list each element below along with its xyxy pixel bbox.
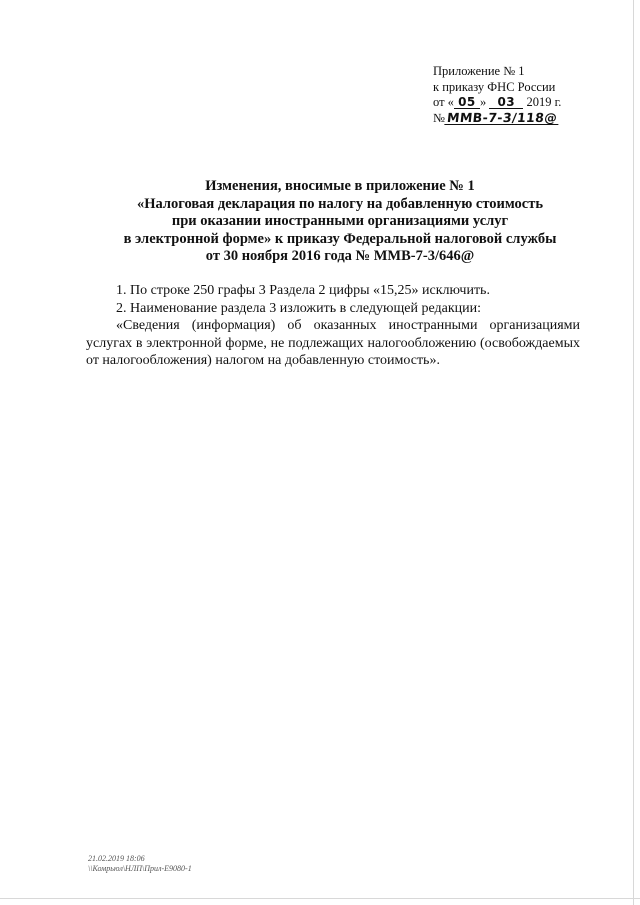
body-item-1: 1. По строке 250 графы 3 Раздела 2 цифры «15,25» исключить. bbox=[116, 283, 490, 298]
document-footer bbox=[88, 854, 192, 874]
number-prefix: № bbox=[433, 110, 445, 125]
date-month: 03 bbox=[497, 95, 516, 109]
date-day-field bbox=[454, 96, 480, 109]
date-month-field bbox=[489, 96, 523, 109]
number-value: ММВ-7-3/118@ bbox=[446, 109, 558, 125]
title-line: «Налоговая декларация по налогу на добавленную стоимость bbox=[136, 195, 544, 212]
body-item-2: 2. Наименование раздела 3 изложить в следующей редакции: bbox=[116, 300, 482, 316]
appendix-title: Приложение № 1 bbox=[433, 64, 525, 78]
date-mid: » bbox=[479, 95, 487, 109]
scan-edge-right bbox=[633, 0, 634, 905]
date-year: 2019 г. bbox=[526, 95, 562, 109]
footer-timestamp: 21.02.2019 18:06 bbox=[88, 854, 145, 863]
date-day: 05 bbox=[458, 95, 476, 109]
body-item-3: «Сведения (информация) об оказанных иностранными организациями услугах в электронной форме, не подлежащих налогообложению (освобождаемых от налогообложения) налогом на добавленную стоимость». bbox=[86, 318, 580, 368]
appendix-number bbox=[433, 111, 633, 127]
title-line: в электронной форме» к приказу Федеральной налоговой службы bbox=[123, 230, 557, 247]
footer-file-path: \\Комрьюл\НЛП\Прил-Е9080-1 bbox=[88, 864, 192, 873]
appendix-order-ref: к приказу ФНС России bbox=[433, 79, 556, 94]
scan-edge-bottom bbox=[0, 898, 640, 899]
appendix-date bbox=[433, 95, 633, 111]
document-title bbox=[90, 178, 590, 266]
title-line: Изменения, вносимые в приложение № 1 bbox=[205, 178, 475, 194]
appendix-block bbox=[433, 64, 633, 126]
document-body bbox=[86, 282, 580, 370]
title-line: от 30 ноября 2016 года № ММВ-7-3/646@ bbox=[205, 248, 475, 264]
title-line: при оказании иностранными организациями услуг bbox=[171, 213, 509, 229]
date-prefix: от « bbox=[433, 95, 454, 109]
